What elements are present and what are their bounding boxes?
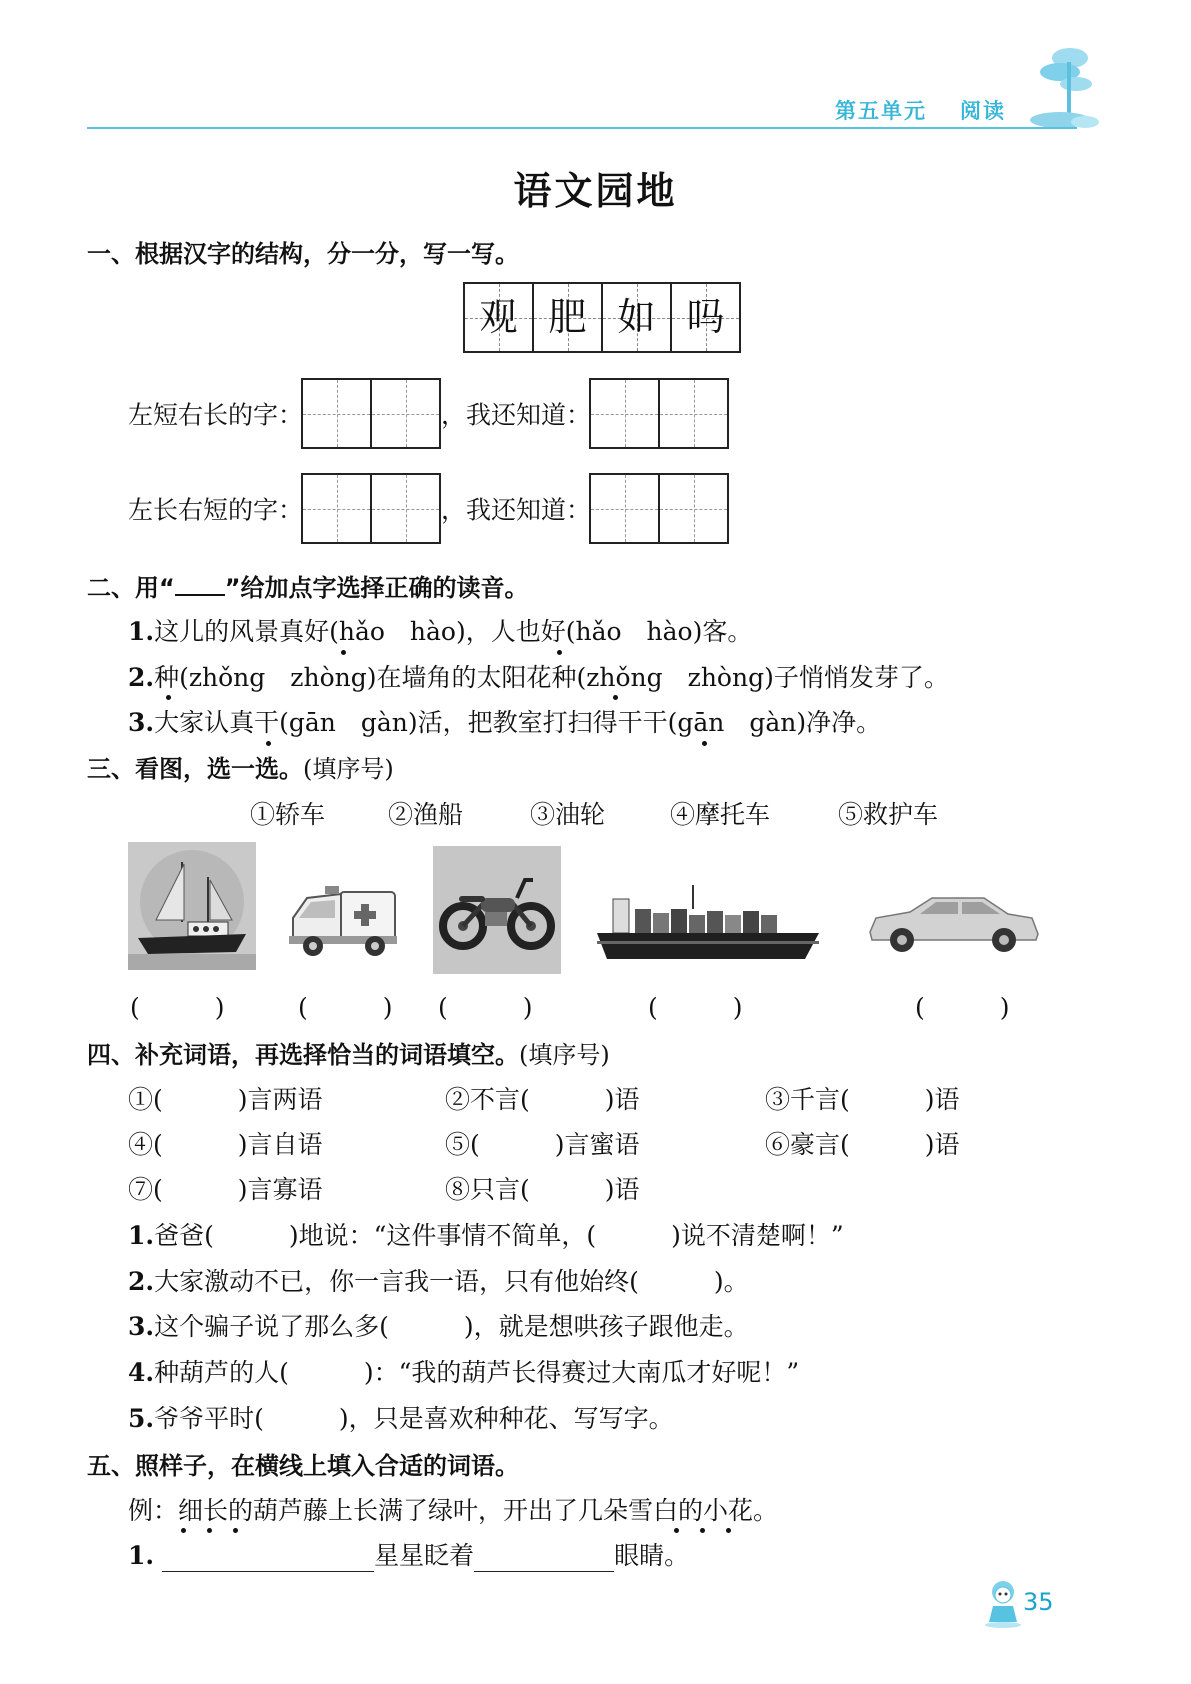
fill-line[interactable] [162, 1545, 374, 1572]
q1-row2 [128, 473, 729, 544]
q4-word-4[interactable]: ④( )言自语 [128, 1130, 323, 1159]
emphasis-dot [700, 1528, 705, 1533]
q3-answer-blank-5[interactable]: ( ) [915, 993, 1010, 1022]
q1-row1-label: 左短右长的字： [128, 400, 304, 430]
emphasis-dot [166, 695, 171, 700]
q4-item-2: 2.大家激动不已，你一言我一语，只有他始终( )。 [128, 1267, 749, 1296]
fishing-boat-picture [128, 842, 256, 970]
header-unit: 第五单元 [835, 99, 927, 123]
header-divider [87, 127, 1077, 129]
q4-item-4: 4.种葫芦的人( )：“我的葫芦长得赛过大南瓜才好呢！” [128, 1358, 800, 1387]
q4-word-1[interactable]: ①( )言两语 [128, 1085, 323, 1114]
header-decoration-tree [1030, 40, 1100, 130]
header-section: 阅读 [960, 99, 1006, 123]
q4-word-8[interactable]: ⑧只言( )语 [445, 1175, 640, 1204]
writing-box[interactable] [370, 473, 441, 544]
q5-example: 例：细长的葫芦藤上长满了绿叶，开出了几朵雪白的小花。 [128, 1496, 779, 1525]
motorcycle-picture [433, 846, 561, 974]
writing-box[interactable] [370, 378, 441, 449]
emphasis-dot [726, 1528, 731, 1533]
emphasis-dot [613, 695, 618, 700]
q1-row2-also: ，我还知道： [441, 495, 592, 525]
q3-answer-blank-1[interactable]: ( ) [130, 993, 225, 1022]
q4-item-5: 5.爷爷平时( )，只是喜欢种种花、写写字。 [128, 1404, 674, 1433]
writing-box[interactable] [658, 473, 729, 544]
oil-tanker-picture [595, 885, 825, 963]
emphasis-dot [702, 741, 707, 746]
writing-box[interactable] [589, 473, 660, 544]
sedan-car-picture [866, 890, 1041, 955]
char-box: 肥 [532, 282, 603, 353]
q4-word-3[interactable]: ③千言( )语 [765, 1085, 960, 1114]
q3-option-4: ④摩托车 [670, 800, 771, 829]
emphasis-dot [266, 741, 271, 746]
emphasis-dot [207, 1528, 212, 1533]
q4-word-6[interactable]: ⑥豪言( )语 [765, 1130, 960, 1159]
q4-heading: 四、补充词语，再选择恰当的词语填空。(填序号) [87, 1041, 610, 1069]
emphasis-dot [233, 1528, 238, 1533]
q4-word-2[interactable]: ②不言( )语 [445, 1085, 640, 1114]
ambulance-picture [285, 880, 400, 960]
page-number: 35 [1023, 1588, 1054, 1616]
page-title: 语文园地 [513, 169, 678, 213]
writing-box[interactable] [301, 473, 372, 544]
q1-heading: 一、根据汉字的结构，分一分，写一写。 [87, 240, 519, 268]
char-box: 吗 [670, 282, 741, 353]
mascot-icon [983, 1578, 1023, 1628]
underline-sample [175, 576, 225, 596]
q5-item-1: 1. 星星眨着 眼睛。 [128, 1541, 690, 1570]
q4-item-1: 1.爸爸( )地说：“这件事情不简单，( )说不清楚啊！” [128, 1221, 844, 1250]
q3-answer-blank-4[interactable]: ( ) [648, 993, 743, 1022]
writing-box[interactable] [589, 378, 660, 449]
q5-heading: 五、照样子，在横线上填入合适的词语。 [87, 1452, 519, 1480]
q1-row1 [128, 378, 729, 449]
q2-item-2: 2.种(zhǒng zhòng)在墙角的太阳花种(zhǒng zhòng)子悄悄发芽了。 [128, 663, 949, 692]
q3-option-2: ②渔船 [388, 800, 464, 829]
q2-item-3: 3.大家认真干(gān gàn)活，把教室打扫得干干(gān gàn)净净。 [128, 708, 882, 737]
q1-row1-also: ，我还知道： [441, 400, 592, 430]
char-box: 如 [601, 282, 672, 353]
q4-item-3: 3.这个骗子说了那么多( )，就是想哄孩子跟他走。 [128, 1312, 749, 1341]
q3-option-5: ⑤救护车 [838, 800, 939, 829]
writing-box[interactable] [301, 378, 372, 449]
emphasis-dot [557, 650, 562, 655]
q3-option-3: ③油轮 [530, 800, 606, 829]
q2-heading: 二、用“ ”给加点字选择正确的读音。 [87, 574, 529, 602]
q4-word-7[interactable]: ⑦( )言寡语 [128, 1175, 323, 1204]
q3-option-1: ①轿车 [250, 800, 326, 829]
writing-box[interactable] [658, 378, 729, 449]
q2-item-1: 1.这儿的风景真好(hǎo hào)，人也好(hǎo hào)客。 [128, 617, 753, 646]
q4-word-5[interactable]: ⑤( )言蜜语 [445, 1130, 640, 1159]
q3-answer-blank-2[interactable]: ( ) [298, 993, 393, 1022]
q1-char-row [465, 282, 741, 353]
q3-answer-blank-3[interactable]: ( ) [438, 993, 533, 1022]
fill-line[interactable] [474, 1545, 614, 1572]
char-box: 观 [463, 282, 534, 353]
emphasis-dot [674, 1528, 679, 1533]
emphasis-dot [181, 1528, 186, 1533]
q3-heading: 三、看图，选一选。(填序号) [87, 755, 394, 783]
emphasis-dot [341, 650, 346, 655]
q1-row2-label: 左长右短的字： [128, 495, 304, 525]
